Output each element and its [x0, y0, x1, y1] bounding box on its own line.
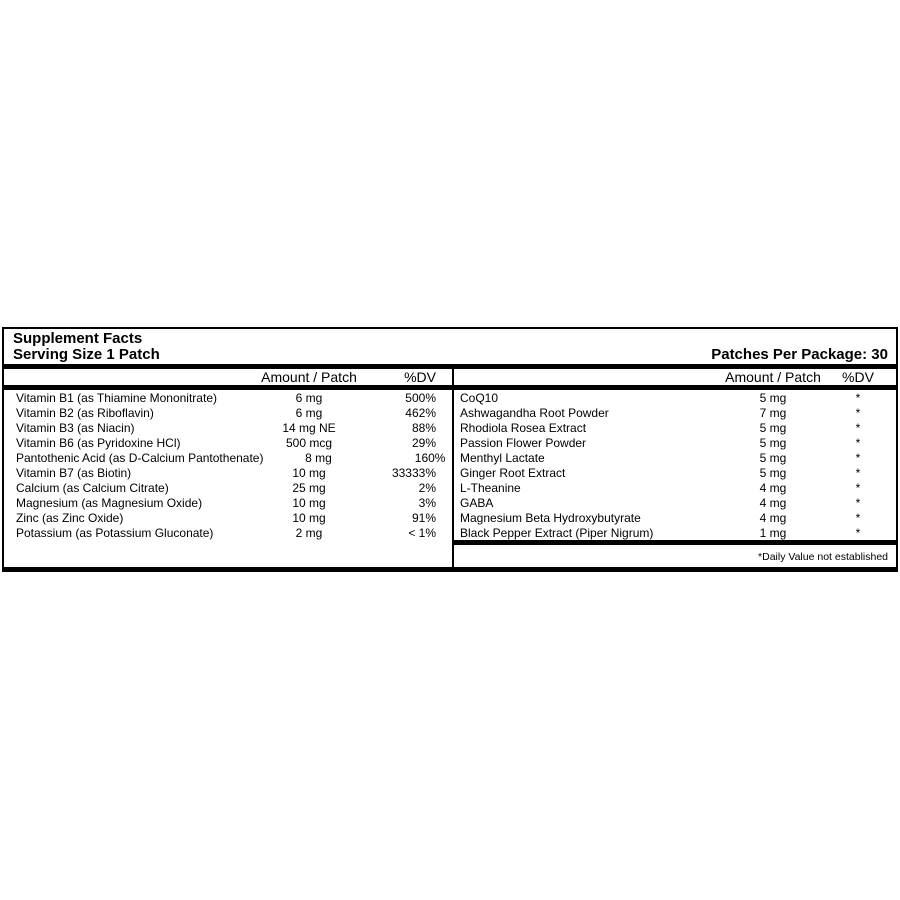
ingredient-dv: * [855, 465, 861, 480]
ingredient-dv: * [855, 405, 861, 420]
dv-column-header: %DV [842, 369, 874, 385]
left-column [4, 369, 452, 567]
ingredient-row [454, 495, 896, 510]
panel-title: Supplement Facts [13, 330, 143, 347]
ingredient-dv: < 1% [408, 525, 436, 540]
ingredient-row [4, 525, 452, 540]
right-ingredient-list [454, 390, 896, 540]
ingredient-dv: 3% [418, 495, 436, 510]
ingredient-row [454, 420, 896, 435]
ingredient-dv: * [855, 450, 861, 465]
ingredient-amount: 2 mg [295, 525, 323, 540]
ingredient-row [454, 450, 896, 465]
ingredient-name: Pantothenic Acid (as D-Calcium Pantothenate) [16, 450, 264, 465]
ingredient-dv: 2% [418, 480, 436, 495]
ingredient-name: Vitamin B7 (as Biotin) [16, 465, 132, 480]
ingredient-amount: 4 mg [759, 480, 787, 495]
amount-column-header: Amount / Patch [725, 369, 821, 385]
ingredient-amount: 4 mg [759, 510, 787, 525]
ingredient-row [4, 435, 452, 450]
ingredient-row [4, 495, 452, 510]
ingredient-amount: 6 mg [295, 405, 323, 420]
ingredient-row [4, 420, 452, 435]
ingredient-amount: 10 mg [292, 495, 326, 510]
ingredient-amount: 5 mg [759, 465, 787, 480]
ingredient-name: CoQ10 [460, 390, 499, 405]
ingredient-amount: 500 mcg [285, 435, 333, 450]
ingredient-name: Ashwagandha Root Powder [460, 405, 609, 420]
serving-size: Serving Size 1 Patch [13, 345, 160, 363]
panel-header-left [13, 331, 160, 362]
ingredient-dv: 160% [414, 450, 446, 465]
ingredient-dv: 91% [411, 510, 436, 525]
ingredient-name: Vitamin B2 (as Riboflavin) [16, 405, 154, 420]
ingredient-row [4, 450, 452, 465]
ingredient-row [4, 480, 452, 495]
ingredient-amount: 5 mg [759, 450, 787, 465]
ingredient-amount: 14 mg NE [282, 420, 336, 435]
ingredient-row [4, 390, 452, 405]
ingredient-name: L-Theanine [460, 480, 521, 495]
ingredient-dv: * [855, 435, 861, 450]
right-column-header [454, 369, 896, 385]
ingredient-dv: * [855, 495, 861, 510]
ingredient-dv: * [855, 480, 861, 495]
patches-per-package: Patches Per Package: 30 [711, 345, 888, 363]
ingredient-dv: * [855, 510, 861, 525]
ingredient-amount: 5 mg [759, 390, 787, 405]
ingredient-amount: 5 mg [759, 435, 787, 450]
ingredient-dv: 88% [411, 420, 436, 435]
ingredient-name: Ginger Root Extract [460, 465, 566, 480]
ingredient-name: Vitamin B3 (as Niacin) [16, 420, 135, 435]
ingredient-row [4, 465, 452, 480]
left-column-header [4, 369, 452, 385]
ingredient-dv: * [855, 390, 861, 405]
ingredient-name: Vitamin B1 (as Thiamine Mononitrate) [16, 390, 217, 405]
ingredient-name: Magnesium (as Magnesium Oxide) [16, 495, 203, 510]
ingredient-dv: 29% [411, 435, 436, 450]
ingredient-row [454, 405, 896, 420]
right-column [452, 369, 896, 567]
ingredient-name: Zinc (as Zinc Oxide) [16, 510, 124, 525]
ingredient-row [454, 435, 896, 450]
ingredient-amount: 8 mg [305, 450, 332, 465]
ingredient-name: Calcium (as Calcium Citrate) [16, 480, 169, 495]
ingredient-row [454, 390, 896, 405]
ingredient-amount: 25 mg [292, 480, 326, 495]
ingredient-amount: 10 mg [292, 510, 326, 525]
ingredient-dv: 33333% [391, 465, 436, 480]
ingredient-dv: * [855, 525, 861, 540]
ingredient-row [454, 480, 896, 495]
ingredient-amount: 10 mg [292, 465, 326, 480]
ingredient-name: Menthyl Lactate [460, 450, 545, 465]
ingredient-amount: 6 mg [295, 390, 323, 405]
ingredient-columns [4, 369, 896, 567]
ingredient-name: Vitamin B6 (as Pyridoxine HCl) [16, 435, 181, 450]
ingredient-name: Magnesium Beta Hydroxybutyrate [460, 510, 641, 525]
ingredient-name: Rhodiola Rosea Extract [460, 420, 587, 435]
amount-column-header: Amount / Patch [261, 369, 357, 385]
ingredient-row [454, 525, 896, 540]
dv-column-header: %DV [404, 369, 436, 385]
ingredient-dv: * [855, 420, 861, 435]
ingredient-name: GABA [460, 495, 494, 510]
ingredient-name: Potassium (as Potassium Gluconate) [16, 525, 214, 540]
ingredient-row [454, 465, 896, 480]
ingredient-row [4, 405, 452, 420]
supplement-facts-panel [2, 327, 898, 572]
ingredient-dv: 500% [405, 390, 436, 405]
ingredient-dv: 462% [405, 405, 436, 420]
ingredient-amount: 4 mg [759, 495, 787, 510]
ingredient-amount: 7 mg [759, 405, 787, 420]
panel-header [4, 329, 896, 364]
footnote: *Daily Value not established [758, 551, 888, 563]
left-ingredient-list [4, 390, 452, 540]
ingredient-name: Passion Flower Powder [460, 435, 587, 450]
ingredient-amount: 5 mg [759, 420, 787, 435]
ingredient-row [4, 510, 452, 525]
ingredient-amount: 1 mg [759, 525, 787, 540]
ingredient-name: Black Pepper Extract (Piper Nigrum) [460, 525, 654, 540]
ingredient-row [454, 510, 896, 525]
